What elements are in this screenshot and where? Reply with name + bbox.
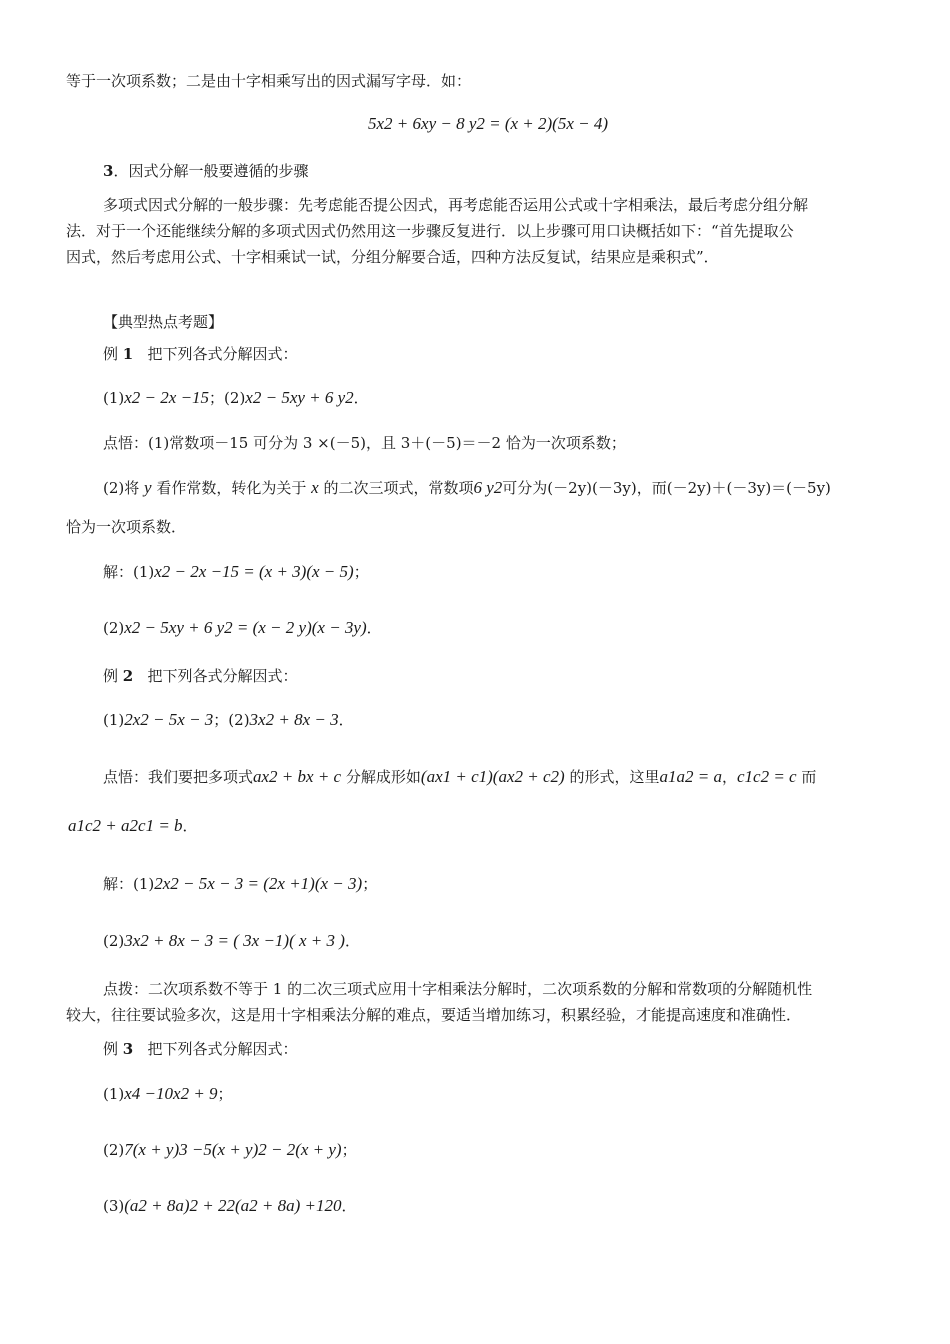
example-heading bbox=[103, 1038, 298, 1060]
example-label: 例 bbox=[103, 1040, 119, 1058]
math-formula: 6 y2 bbox=[473, 478, 503, 497]
item-label: ；(2) bbox=[213, 711, 250, 729]
item-label: (2) bbox=[103, 932, 125, 950]
punctuation: ． bbox=[366, 619, 382, 637]
example-number: 1 bbox=[122, 345, 134, 363]
solution-line bbox=[103, 617, 382, 639]
paragraph-text: 点悟：(1)常数项－15 可分为 3 ×(－5)，且 3＋(－5)＝－2 恰为一次项系数； bbox=[103, 434, 626, 452]
math-formula: c1c2 = c bbox=[736, 767, 797, 786]
paragraph-text: 点拨：二次项系数不等于 1 的二次三项式应用十字相乘法分解时，二次项系数的分解和常数项的分解随机性 bbox=[103, 980, 813, 998]
paragraph-text: 看作常数，转化为关于 bbox=[156, 479, 307, 497]
math-formula: 2x2 − 5x − 3 bbox=[124, 710, 214, 729]
math-variable: y bbox=[144, 478, 152, 497]
item-label: (2) bbox=[103, 619, 125, 637]
hot-topics-heading bbox=[103, 311, 223, 333]
punctuation: ． bbox=[344, 932, 360, 950]
paragraph-text: 因式，然后考虑用公式、十字相乘试一试，分组分解要合适，四种方法反复试，结果应是乘积式”． bbox=[66, 248, 719, 266]
item-label: (2) bbox=[103, 1141, 125, 1159]
solution-line bbox=[103, 930, 360, 952]
punctuation: ； bbox=[362, 875, 378, 893]
text-line bbox=[103, 766, 816, 788]
text-line bbox=[66, 220, 794, 242]
example-title: 把下列各式分解因式： bbox=[147, 667, 298, 685]
text-line bbox=[66, 1004, 801, 1026]
math-formula: x2 − 2x −15 = (x + 3)(x − 5) bbox=[154, 562, 354, 581]
example-label: 例 bbox=[103, 345, 119, 363]
text-line bbox=[66, 70, 471, 92]
text-line bbox=[103, 978, 812, 1000]
text-line bbox=[103, 432, 626, 454]
solution-label: 解：(1) bbox=[103, 875, 155, 893]
punctuation: ． bbox=[338, 711, 354, 729]
paragraph-text: 分解成形如 bbox=[345, 768, 421, 786]
example-number: 3 bbox=[122, 1040, 134, 1058]
paragraph-text: 法．对于一个还能继续分解的多项式因式仍然用这一步骤反复进行．以上步骤可用口诀概括如下：“首先提取公 bbox=[66, 222, 794, 240]
solution-label: 解：(1) bbox=[103, 563, 155, 581]
math-formula: x2 − 5xy + 6 y2 = (x − 2 y)(x − 3y) bbox=[124, 618, 367, 637]
paragraph-text: 点悟：我们要把多项式 bbox=[103, 768, 254, 786]
math-formula: a1c2 + a2c1 = b bbox=[68, 816, 183, 835]
problem-line bbox=[103, 1139, 357, 1161]
text-line bbox=[103, 194, 808, 216]
punctuation: ． bbox=[341, 1197, 357, 1215]
item-label: (3) bbox=[103, 1197, 125, 1215]
text-line bbox=[66, 516, 186, 538]
item-label: (1) bbox=[103, 1085, 125, 1103]
math-formula: 2x2 − 5x − 3 = (2x +1)(x − 3) bbox=[154, 874, 363, 893]
punctuation: ； bbox=[217, 1085, 233, 1103]
paragraph-text: 可分为(－2y)(－3y)，而(－2y)＋(－3y)＝(－5y) bbox=[502, 479, 831, 497]
example-title: 把下列各式分解因式： bbox=[147, 345, 298, 363]
item-label: (1) bbox=[103, 389, 125, 407]
math-formula: 3x2 + 8x − 3 bbox=[249, 710, 339, 729]
item-label: (1) bbox=[103, 711, 125, 729]
formula-line bbox=[68, 815, 198, 837]
punctuation: ． bbox=[182, 817, 198, 835]
math-formula: 7(x + y)3 −5(x + y)2 − 2(x + y) bbox=[124, 1140, 342, 1159]
paragraph-text: 较大，往往要试验多次，这是用十字相乘法分解的难点，要适当增加练习，积累经验，才能提高速度和准确性． bbox=[66, 1006, 802, 1024]
solution-line bbox=[103, 561, 369, 583]
punctuation: ， bbox=[721, 768, 737, 786]
math-variable: x bbox=[311, 478, 319, 497]
paragraph-text: 的形式，这里 bbox=[569, 768, 660, 786]
problem-line bbox=[103, 387, 369, 409]
text-line bbox=[103, 477, 831, 499]
math-formula: ax2 + bx + c bbox=[253, 767, 342, 786]
math-formula: a1a2 = a bbox=[659, 767, 722, 786]
example-heading bbox=[103, 665, 298, 687]
problem-line bbox=[103, 1195, 357, 1217]
text-line bbox=[66, 246, 719, 268]
problem-line bbox=[103, 709, 354, 731]
section-number: 3 bbox=[103, 162, 114, 180]
paragraph-text: 而 bbox=[801, 768, 817, 786]
paragraph-text: (2)将 bbox=[103, 479, 140, 497]
example-label: 例 bbox=[103, 667, 119, 685]
punctuation: ； bbox=[353, 563, 369, 581]
heading-text: 【典型热点考题】 bbox=[103, 313, 224, 331]
math-formula: x2 − 2x −15 bbox=[124, 388, 210, 407]
math-formula: 3x2 + 8x − 3 = ( 3x −1)( x + 3 ) bbox=[124, 931, 345, 950]
math-formula: 5x2 + 6xy − 8 y2 = (x + 2)(5x − 4) bbox=[368, 114, 609, 133]
section-title: ．因式分解一般要遵循的步骤 bbox=[113, 162, 309, 180]
math-formula: (ax1 + c1)(ax2 + c2) bbox=[420, 767, 565, 786]
punctuation: ； bbox=[341, 1141, 357, 1159]
problem-line bbox=[103, 1083, 233, 1105]
paragraph-text: 恰为一次项系数． bbox=[66, 518, 187, 536]
example-title: 把下列各式分解因式： bbox=[147, 1040, 298, 1058]
math-formula: x2 − 5xy + 6 y2 bbox=[245, 388, 354, 407]
paragraph-text: 的二次三项式，常数项 bbox=[323, 479, 474, 497]
example-heading bbox=[103, 343, 298, 365]
math-formula: (a2 + 8a)2 + 22(a2 + 8a) +120 bbox=[124, 1196, 342, 1215]
punctuation: ． bbox=[353, 389, 369, 407]
paragraph-text: 等于一次项系数；二是由十字相乘写出的因式漏写字母．如： bbox=[66, 72, 472, 90]
section-heading bbox=[103, 160, 308, 182]
math-formula: x4 −10x2 + 9 bbox=[124, 1084, 218, 1103]
formula-line bbox=[368, 113, 608, 135]
paragraph-text: 多项式因式分解的一般步骤：先考虑能否提公因式，再考虑能否运用公式或十字相乘法，最后考虑分组分解 bbox=[103, 196, 809, 214]
example-number: 2 bbox=[122, 667, 134, 685]
item-label: ；(2) bbox=[209, 389, 246, 407]
solution-line bbox=[103, 873, 377, 895]
